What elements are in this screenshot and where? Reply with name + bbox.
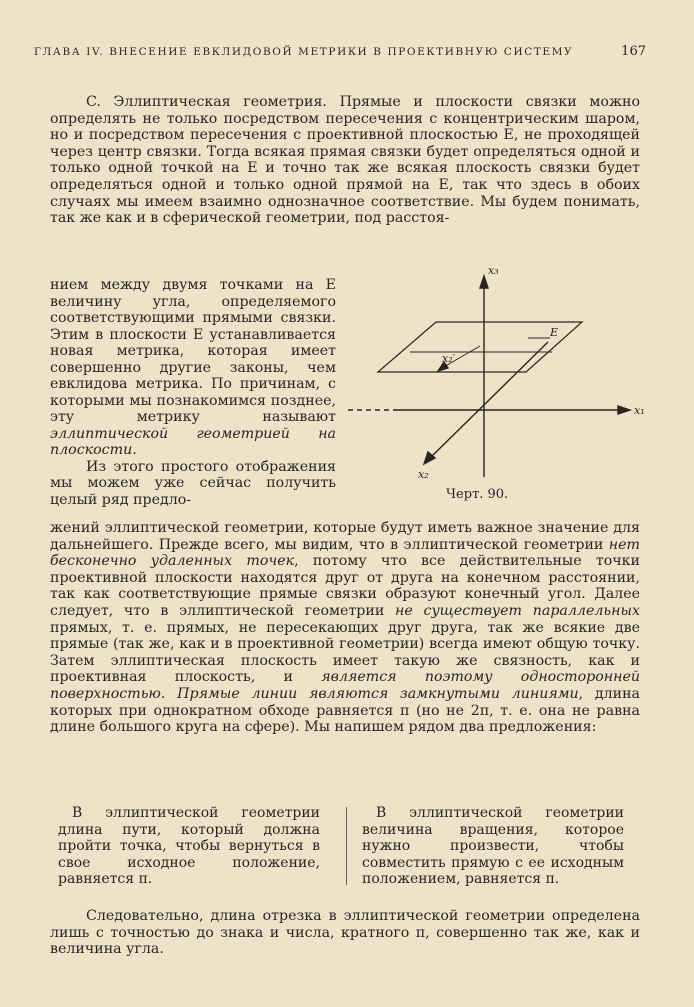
label-x3: x₃ xyxy=(488,264,499,277)
cont-text-3: прямых, т. е. прямых, не пересекающих друг друга, так же всякие две прямые (так же, как и в проективной геометрии) всегда имеют общую точку. Затем эллиптическая плоскость имеет такую же связность, как и проективная плоскость, и xyxy=(50,619,640,686)
label-x2: x₂ xyxy=(418,468,429,481)
elliptic-term: эллиптической геометрией на плоскости. xyxy=(50,425,336,458)
x3-arrowhead xyxy=(480,276,488,288)
figure-caption: Черт. 90. xyxy=(446,487,509,502)
wrap-text-a: нием между двумя точками на E величину угла, определяемого соответствующими прямыми связки. Этим в плоскости E устанавливается новая метрика, которая имеет совершенно другие законы, чем евклидова метрика. По причинам, с которыми мы познакомимся позднее, эту метрику называют xyxy=(50,277,336,425)
wrapped-text-block xyxy=(50,277,336,508)
conclusion-paragraph xyxy=(50,908,640,958)
proposition-right xyxy=(362,805,624,888)
intro-paragraph xyxy=(50,94,640,227)
intro-text: C. Эллиптическая геометрия. Прямые и плоскости связки можно определять не только посредством пересечения с концентрическим шаром, но и посредством пересечения с проективной плоскостью E, не проходящей через центр связки. Тогда всякая прямая связки будет определяться одной и только одной точкой на E и точно так же всякая плоскость связки будет определяться одной и только одной прямой на E, так что здесь в обоих случаях мы имеем взаимно однозначное соответствие. Мы будем понимать, так же как и в сферической геометрии, под расстоя- xyxy=(50,94,640,227)
no-infinite-points-term: нет бесконечно удаленных точек xyxy=(50,536,640,570)
running-header: ГЛАВА IV. ВНЕСЕНИЕ ЕВКЛИДОВОЙ МЕТРИКИ В ПРОЕКТИВНУЮ СИСТЕМУ xyxy=(34,46,574,58)
cont-text-1: жений эллиптической геометрии, которые будут иметь важное значение для дальнейшего. Прежде всего, мы видим, что в эллиптической геометрии xyxy=(50,520,640,553)
column-divider xyxy=(346,807,347,885)
no-parallels-term: не существует параллельных xyxy=(395,602,641,619)
proposition-right-text: В эллиптической геометрии величина вращения, которое нужно произвести, чтобы совместить прямую с ее исходным положением, равняется π. xyxy=(362,805,624,887)
proposition-left xyxy=(58,805,320,888)
cont-text-2: , потому что все действительные точки проективной плоскости находятся друг от друга на конечном расстоянии, так как соответствующие прямые связки образуют конечный угол. Далее следует, что в эллиптической геометрии xyxy=(50,553,640,619)
continuation-paragraph xyxy=(50,520,640,736)
one-sided-surface-term: является поэтому односторонней поверхностью. Прямые линии являются замкнутыми линиями xyxy=(50,669,640,702)
label-x1: x₁ xyxy=(634,404,645,417)
x1-arrowhead xyxy=(618,406,630,414)
proposition-left-text: В эллиптической геометрии длина пути, который должна пройти точка, чтобы вернуться в свое исходное положение, равняется π. xyxy=(58,805,320,887)
label-x2-prime: x₂′ xyxy=(442,352,456,365)
page-number: 167 xyxy=(621,44,646,59)
wrap-text-b: Из этого простого отображения мы можем уже сейчас получить целый ряд предло- xyxy=(50,458,336,508)
two-column-propositions xyxy=(50,795,640,895)
cont-text-4: , длина которых при однократном обходе равняется π (но не 2π, т. е. она не равна длине большого круга на сфере). Мы напишем рядом два предложения: xyxy=(50,685,640,736)
label-e: E xyxy=(550,326,559,339)
conclusion-text: Следовательно, длина отрезка в эллиптической геометрии определена лишь с точностью до знака и числа, кратного π, совершенно так же, как и величина угла. xyxy=(50,908,640,958)
figure-90-diagram xyxy=(338,262,658,502)
